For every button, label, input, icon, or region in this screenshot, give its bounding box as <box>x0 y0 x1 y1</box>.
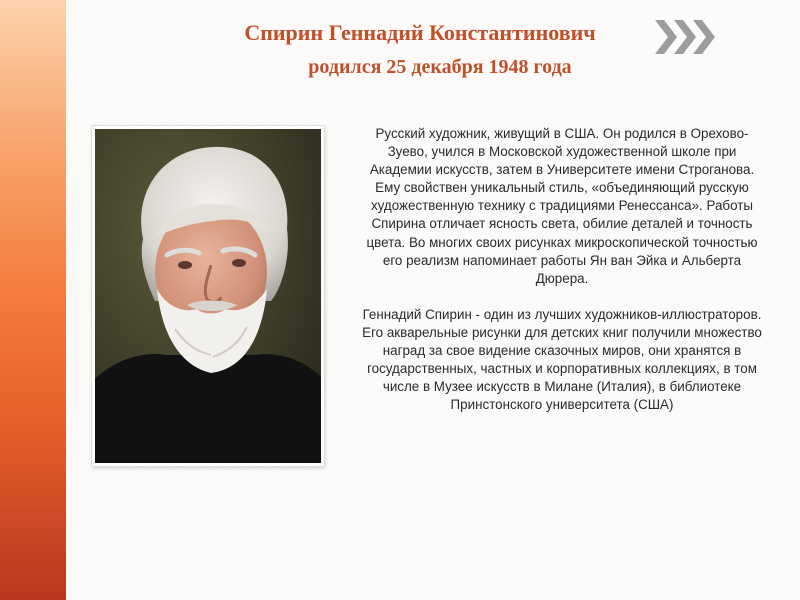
bio-paragraph-1: Русский художник, живущий в США. Он родился в Орехово-Зуево, учился в Московской художественной школе при Академии искусств, затем в Университете имени Строганова. Ему свойствен уникальный стиль, «объединяющий русскую художественную технику с традициями Ренессанса». Работы Спирина отличает ясность света, обилие деталей и точность цвета. Во многих своих рисунках микроскопической точностью его реализм напоминает работы Ян ван Эйка и Альберта Дюрера. <box>366 126 758 286</box>
triple-chevron-right-icon <box>655 18 717 56</box>
slide-subtitle: родился 25 декабря 1948 года <box>308 56 572 78</box>
bio-paragraph-2: Геннадий Спирин - один из лучших художников-иллюстраторов. Его акварельные рисунки для детских книг получили множество наград за свое видение сказочных миров, они хранятся в государственных, частных и корпоративных коллекциях, в том числе в Музее искусств в Милане (Италия), в библиотеке Принстонского университета (США) <box>362 306 762 413</box>
decorative-side-band <box>0 0 66 600</box>
slide-title: Спирин Геннадий Константинович <box>244 20 596 45</box>
portrait-photo <box>92 126 324 466</box>
biography-text <box>358 125 766 414</box>
